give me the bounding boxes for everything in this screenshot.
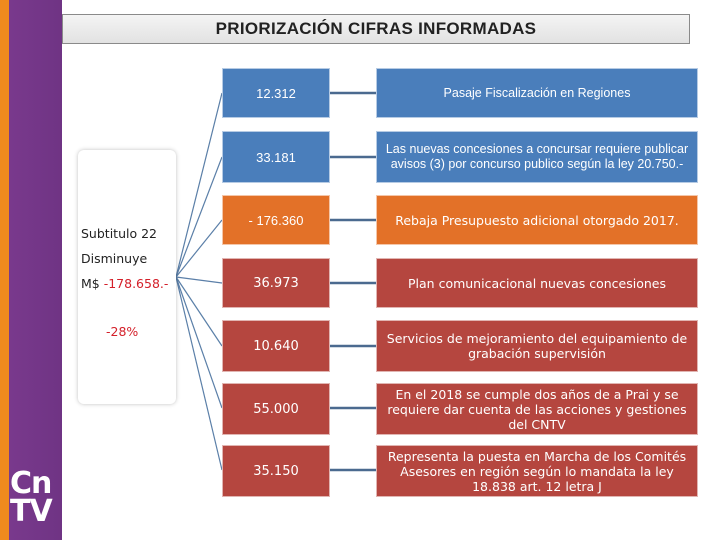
amount-box-4: 36.973 (222, 258, 330, 308)
connector-7 (176, 277, 222, 470)
root-percentage: -28% (106, 324, 139, 339)
description-box-7: Representa la puesta en Marcha de los Comités Asesores en región según lo mandata la ley 18.838 art. 12 letra J (376, 445, 698, 497)
description-box-4: Plan comunicacional nuevas concesiones (376, 258, 698, 308)
description-box-1: Pasaje Fiscalización en Regiones (376, 68, 698, 118)
amount-box-5: 10.640 (222, 320, 330, 372)
root-amount-value: -178.658.- (103, 276, 169, 291)
description-box-5: Servicios de mejoramiento del equipamiento de grabación supervisión (376, 320, 698, 372)
root-subtitle: Subtitulo 22 (81, 226, 157, 241)
root-amount (81, 276, 168, 291)
logo-line-1: Cn (10, 466, 52, 501)
connector-4 (176, 277, 222, 283)
connector-6 (176, 277, 222, 408)
connector-2 (176, 157, 222, 277)
amount-box-3: - 176.360 (222, 195, 330, 245)
amount-box-6: 55.000 (222, 383, 330, 435)
root-amount-prefix: M$ (81, 276, 104, 291)
amount-box-1: 12.312 (222, 68, 330, 118)
connector-5 (176, 277, 222, 346)
root-decrease-label: Disminuye (81, 251, 148, 266)
description-box-2: Las nuevas concesiones a concursar requiere publicar avisos (3) por concurso publico según la ley 20.750.- (376, 131, 698, 183)
logo-line-2: TV (10, 494, 52, 529)
description-box-6: En el 2018 se cumple dos años de a Prai y se requiere dar cuenta de las acciones y gestiones del CNTV (376, 383, 698, 435)
root-summary-box (78, 150, 176, 404)
amount-box-2: 33.181 (222, 131, 330, 183)
amount-box-7: 35.150 (222, 445, 330, 497)
description-box-3: Rebaja Presupuesto adicional otorgado 2017. (376, 195, 698, 245)
page-title: PRIORIZACIÓN CIFRAS INFORMADAS (62, 14, 690, 44)
